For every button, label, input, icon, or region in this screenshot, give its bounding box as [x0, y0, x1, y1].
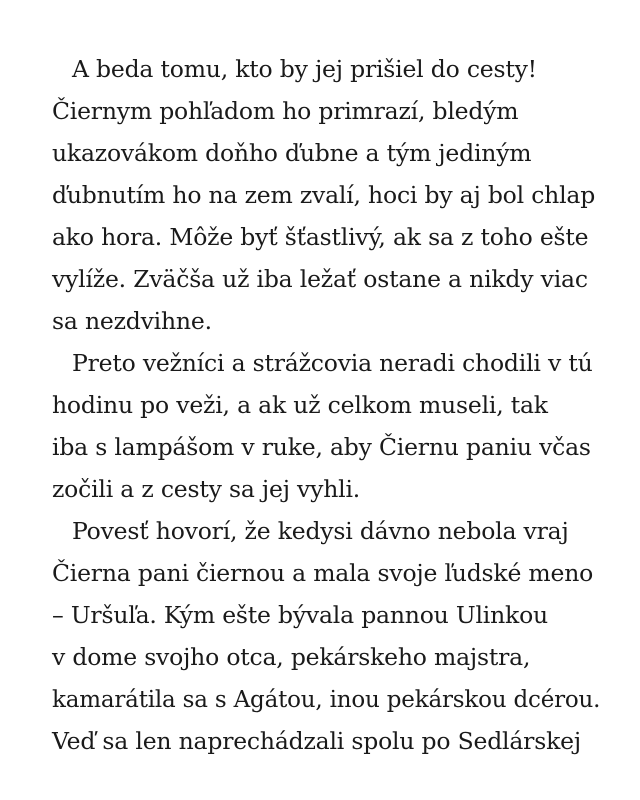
text-line: ďubnutím ho na zem zvalí, hoci by aj bol chlap — [52, 181, 596, 209]
text-line: v dome svojho otca, pekárskeho majstra, — [52, 643, 531, 671]
text-line: hodinu po veži, a ak už celkom museli, tak — [52, 391, 548, 419]
text-line: Preto vežníci a strážcovia neradi chodili v tú — [72, 349, 593, 377]
text-line: – Uršuľa. Kým ešte bývala pannou Ulinkou — [52, 601, 548, 629]
text-line: A beda tomu, kto by jej prišiel do cesty! — [72, 55, 537, 83]
text-line: Čiernym pohľadom ho primrazí, bledým — [52, 97, 519, 125]
text-line: iba s lampášom v ruke, aby Čiernu paniu včas — [52, 433, 591, 461]
text-line: ukazovákom doňho ďubne a tým jediným — [52, 139, 532, 167]
text-line: ako hora. Môže byť šťastlivý, ak sa z toho ešte — [52, 223, 589, 251]
text-line: zočili a z cesty sa jej vyhli. — [52, 475, 361, 503]
text-line: vylíže. Zväčša už iba ležať ostane a nikdy viac — [52, 265, 588, 293]
text-line: kamarátila sa s Agátou, inou pekárskou dcérou. — [52, 685, 601, 713]
text-line: sa nezdvihne. — [52, 307, 212, 335]
text-line: Veď sa len naprechádzali spolu po Sedlárskej — [52, 727, 581, 755]
text-line: Čierna pani čiernou a mala svoje ľudské meno — [52, 559, 594, 587]
text-line: Povesť hovorí, že kedysi dávno nebola vraj — [72, 517, 569, 545]
